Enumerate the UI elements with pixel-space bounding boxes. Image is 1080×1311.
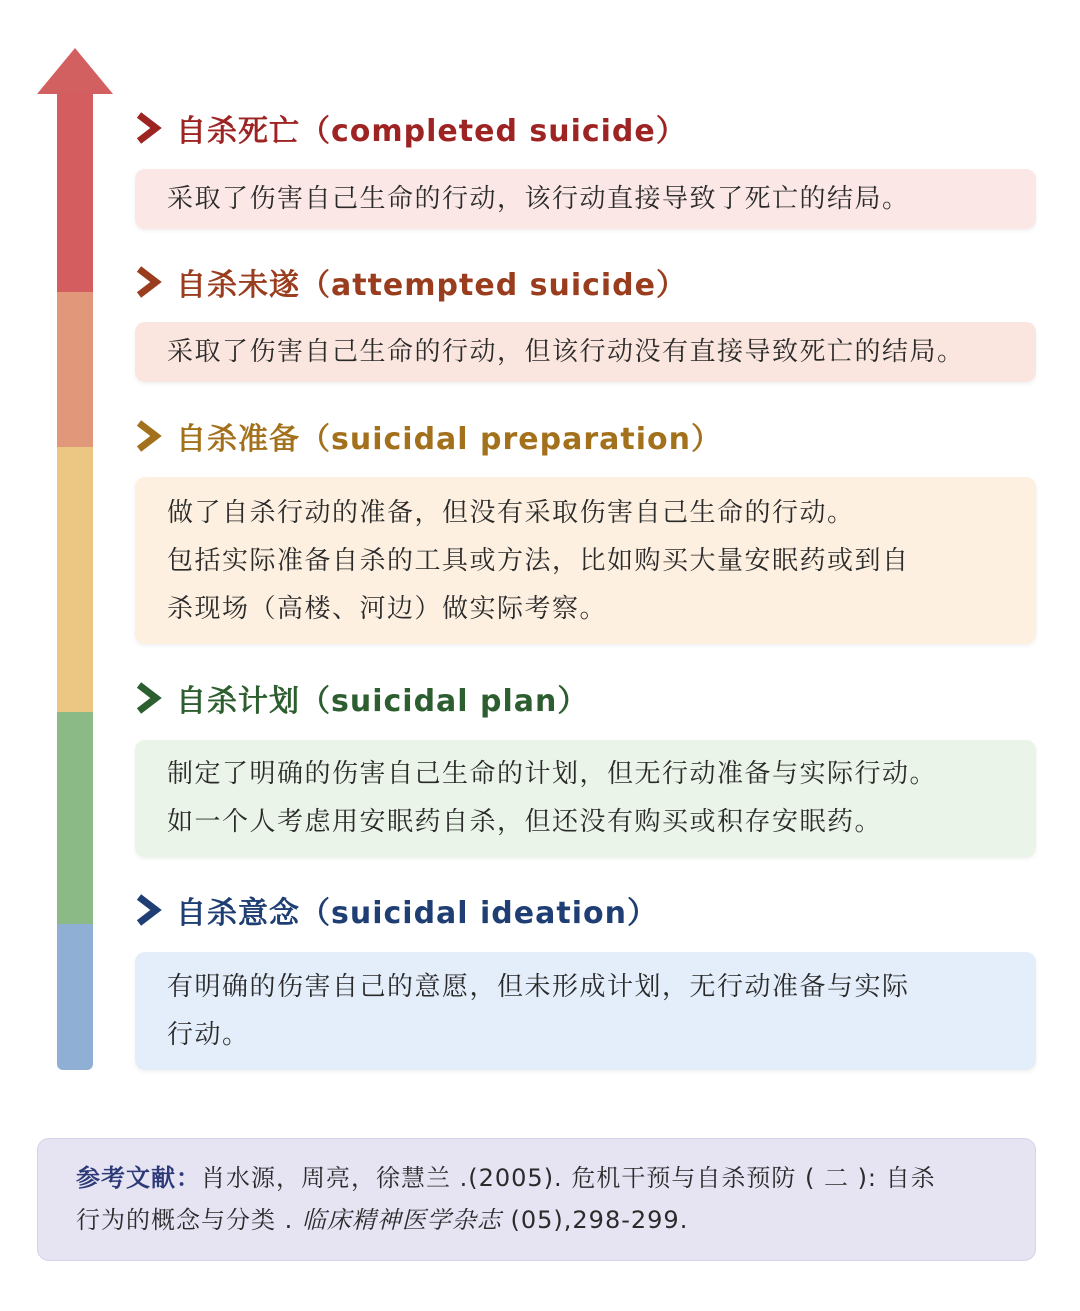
description-line: 制定了明确的伤害自己生命的计划，但无行动准备与实际行动。 [167,759,938,789]
heading-text: 自杀死亡（completed suicide） [176,114,687,149]
description-line: 采取了伤害自己生命的行动，该行动直接导致了死亡的结局。 [167,184,910,214]
description-line: 做了自杀行动的准备，但没有采取伤害自己生命的行动。 [167,498,855,528]
chevron-right-icon [134,419,164,453]
heading-suicidal-preparation [134,414,722,458]
description-suicidal-plan [135,740,1036,857]
reference-text: 行为的概念与分类 . [76,1206,302,1234]
heading-text: 自杀准备（suicidal preparation） [176,422,722,457]
reference-box [37,1138,1036,1261]
reference-line-1 [76,1157,997,1199]
heading-completed-suicide [134,106,687,150]
arrow-head [37,48,113,94]
chevron-right-icon [134,681,164,715]
arrow-segment-orange [57,292,93,447]
chevron-right-icon [134,265,164,299]
arrow-segment-blue [57,924,93,1070]
heading-text: 自杀未遂（attempted suicide） [176,268,687,303]
reference-line-2 [76,1199,997,1241]
description-line: 如一个人考虑用安眠药自杀，但还没有购买或积存安眠药。 [167,807,883,837]
heading-suicidal-ideation [134,888,658,932]
description-line: 采取了伤害自己生命的行动，但该行动没有直接导致死亡的结局。 [167,337,965,367]
description-completed-suicide [135,169,1036,229]
description-line: 有明确的伤害自己的意愿，但未形成计划，无行动准备与实际 [167,972,910,1002]
description-line: 包括实际准备自杀的工具或方法，比如购买大量安眠药或到自 [167,546,910,576]
chevron-right-icon [134,893,164,927]
heading-text: 自杀意念（suicidal ideation） [176,896,658,931]
arrow-segment-yellow [57,447,93,712]
severity-arrow [37,48,113,1070]
heading-suicidal-plan [134,676,588,720]
heading-attempted-suicide [134,260,687,304]
description-line: 杀现场（高楼、河边）做实际考察。 [167,594,608,624]
description-suicidal-ideation [135,952,1036,1070]
reference-journal: 临床精神医学杂志 [301,1206,502,1234]
description-line: 行动。 [167,1020,250,1050]
arrow-segment-red [57,93,93,292]
chevron-right-icon [134,111,164,145]
reference-label: 参考文献： [76,1164,201,1192]
reference-text: 肖水源，周亮，徐慧兰 .(2005). 危机干预与自杀预防 ( 二 ): 自杀 [201,1164,936,1192]
arrow-segment-green [57,712,93,924]
description-suicidal-preparation [135,477,1036,644]
heading-text: 自杀计划（suicidal plan） [176,684,589,719]
reference-text: (05),298-299. [501,1206,689,1234]
description-attempted-suicide [135,322,1036,382]
